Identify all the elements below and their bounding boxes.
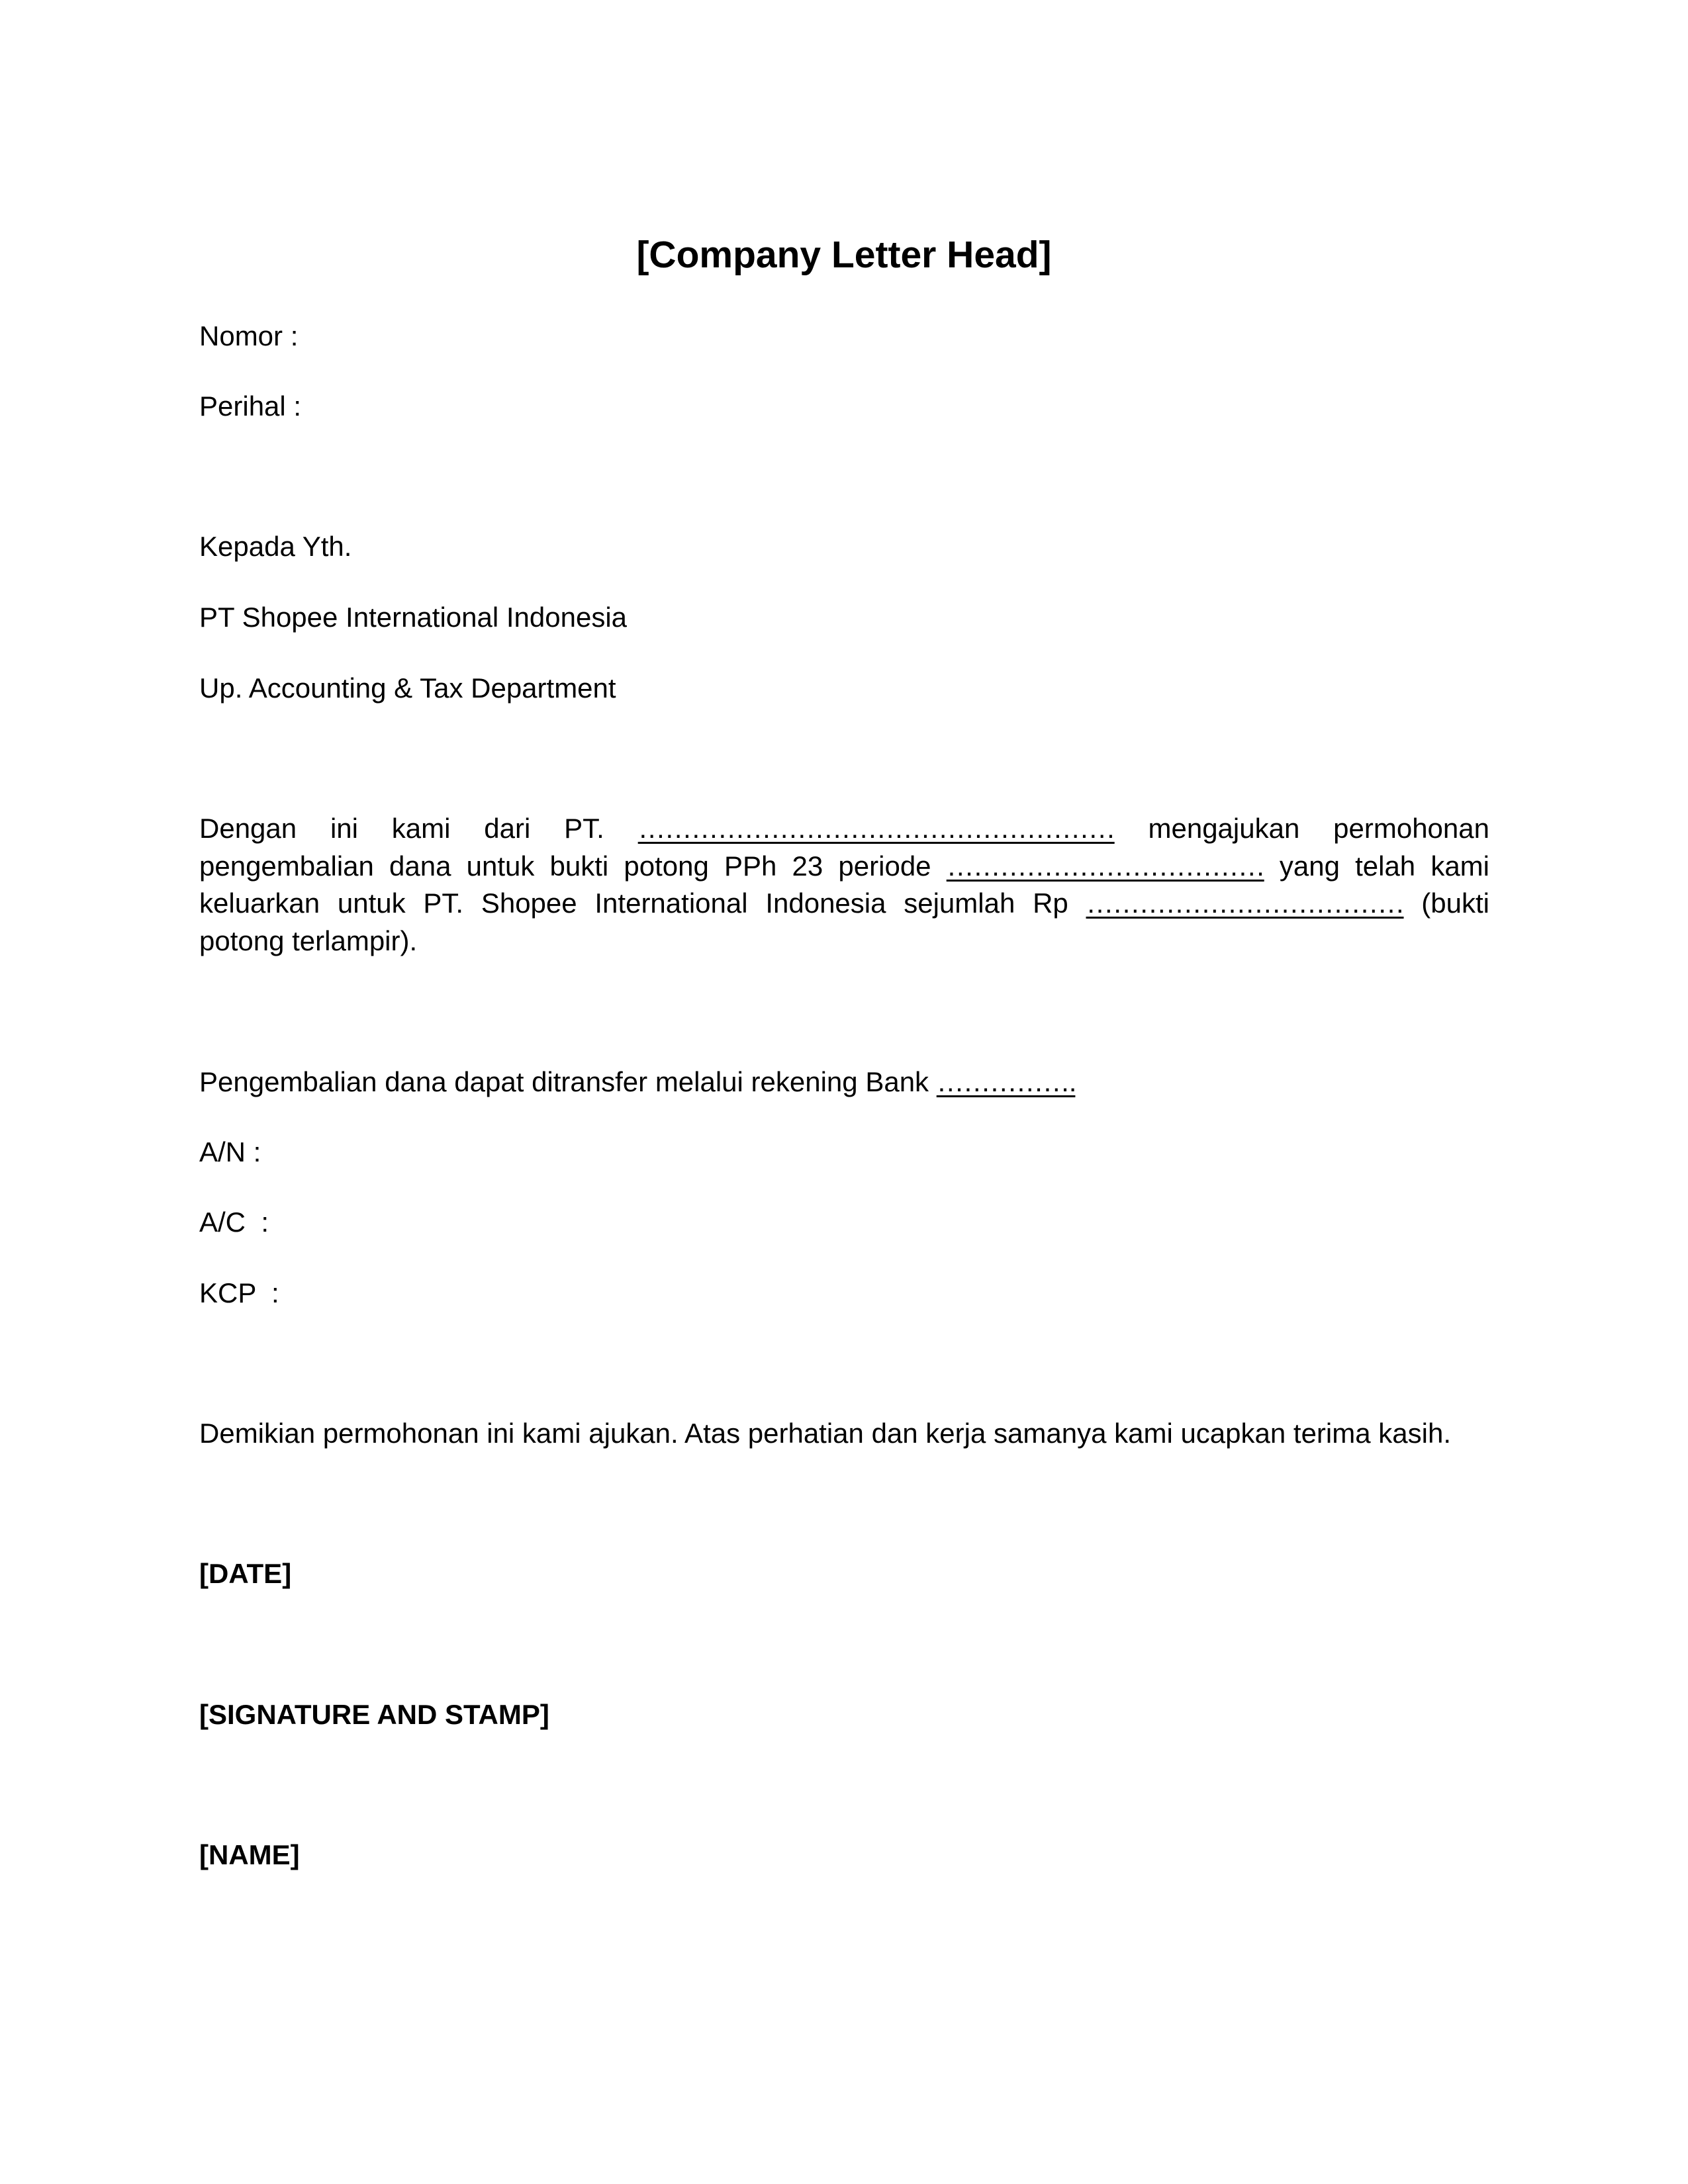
- account-name-label: A/N :: [199, 1136, 261, 1167]
- period-blank[interactable]: ………………………………: [946, 850, 1264, 882]
- closing-sentence: Demikian permohonan ini kami ajukan. Atas perhatian dan kerja samanya kami ucapkan terima kasih.: [199, 1418, 1451, 1449]
- company-letterhead-title: [Company Letter Head]: [636, 234, 1052, 276]
- perihal-label: Perihal :: [199, 390, 302, 422]
- date-placeholder: [DATE]: [199, 1558, 292, 1589]
- branch-office-label: KCP :: [199, 1277, 279, 1308]
- account-number-label: A/C :: [199, 1206, 269, 1238]
- company-name-blank[interactable]: ………………………………………………: [637, 813, 1115, 844]
- recipient-company: PT Shopee International Indonesia: [199, 602, 628, 633]
- signature-placeholder: [SIGNATURE AND STAMP]: [199, 1699, 549, 1730]
- body-text-4: (bukti potong terlampir).: [199, 887, 1489, 956]
- recipient-salutation: Kepada Yth.: [199, 531, 352, 562]
- body-text-2: mengajukan permohonan pengembalian dana untuk bukti potong PPh 23 periode: [199, 813, 1489, 882]
- nomor-label: Nomor :: [199, 320, 299, 351]
- recipient-department: Up. Accounting & Tax Department: [199, 672, 616, 704]
- body-text-3: yang telah kami keluarkan untuk PT. Shopee International Indonesia sejumlah Rp: [199, 850, 1489, 919]
- bank-transfer-text: Pengembalian dana dapat ditransfer melalui rekening Bank: [199, 1066, 937, 1097]
- body-text-1: Dengan ini kami dari PT.: [199, 813, 638, 844]
- request-paragraph: [199, 810, 1489, 960]
- amount-blank[interactable]: ………………………………: [1086, 887, 1404, 919]
- bank-name-blank[interactable]: …………….: [936, 1066, 1076, 1097]
- bank-transfer-line: [199, 1064, 1075, 1101]
- name-placeholder: [NAME]: [199, 1839, 300, 1870]
